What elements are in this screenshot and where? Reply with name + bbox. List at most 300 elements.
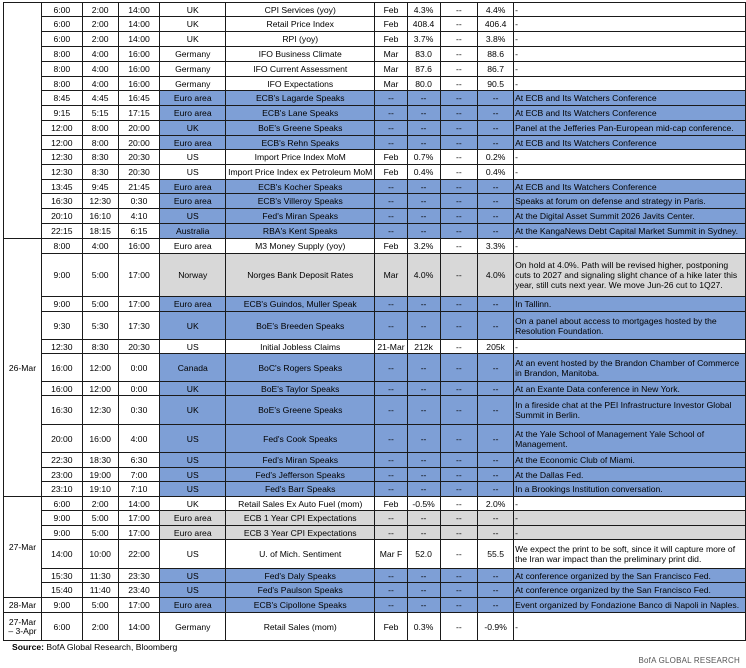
ny-time-cell: 5:00 [82, 511, 118, 526]
calendar-body [4, 3, 746, 641]
gmt-time-cell: 9:15 [41, 106, 82, 121]
period-cell: 21-Mar [375, 340, 407, 354]
sgp-time-cell: 0:00 [118, 382, 160, 396]
ny-time-cell: 12:30 [82, 194, 118, 209]
country-cell: US [160, 150, 226, 165]
ny-time-cell: 18:15 [82, 224, 118, 239]
gmt-time-cell: 6:00 [41, 32, 82, 47]
gmt-time-cell: 8:00 [41, 239, 82, 254]
bofa-forecast-cell: -- [407, 136, 440, 150]
period-cell: -- [375, 312, 407, 340]
gmt-time-cell: 9:00 [41, 297, 82, 312]
event-cell: Import Price Index ex Petroleum MoM [226, 165, 375, 180]
consensus-cell: -- [440, 47, 478, 62]
country-cell: Euro area [160, 511, 226, 526]
sgp-time-cell: 7:10 [118, 482, 160, 497]
previous-cell: -- [478, 526, 514, 540]
comment-cell: - [514, 47, 746, 62]
gmt-time-cell: 8:00 [41, 77, 82, 91]
table-row [4, 150, 746, 165]
ny-time-cell: 8:30 [82, 165, 118, 180]
gmt-time-cell: 6:00 [41, 497, 82, 511]
sgp-time-cell: 16:00 [118, 239, 160, 254]
country-cell: Euro area [160, 239, 226, 254]
sgp-time-cell: 0:30 [118, 396, 160, 425]
period-cell: Mar [375, 47, 407, 62]
country-cell: Euro area [160, 194, 226, 209]
bofa-forecast-cell: -- [407, 482, 440, 497]
sgp-time-cell: 14:00 [118, 613, 160, 641]
previous-cell: -- [478, 468, 514, 482]
previous-cell: -- [478, 598, 514, 613]
table-row [4, 382, 746, 396]
sgp-time-cell: 16:00 [118, 62, 160, 77]
ny-time-cell: 4:00 [82, 62, 118, 77]
table-row [4, 497, 746, 511]
ny-time-cell: 16:00 [82, 425, 118, 453]
consensus-cell: -- [440, 165, 478, 180]
consensus-cell: -- [440, 239, 478, 254]
event-cell: BoE's Greene Speaks [226, 121, 375, 136]
previous-cell: -- [478, 382, 514, 396]
bofa-forecast-cell: -- [407, 526, 440, 540]
comment-cell: - [514, 32, 746, 47]
consensus-cell: -- [440, 382, 478, 396]
country-cell: Euro area [160, 136, 226, 150]
table-row [4, 239, 746, 254]
sgp-time-cell: 14:00 [118, 497, 160, 511]
ny-time-cell: 5:00 [82, 526, 118, 540]
comment-cell: At ECB and Its Watchers Conference [514, 91, 746, 106]
ny-time-cell: 2:00 [82, 497, 118, 511]
country-cell: UK [160, 17, 226, 32]
country-cell: Euro area [160, 106, 226, 121]
previous-cell: 4.4% [478, 3, 514, 17]
consensus-cell: -- [440, 32, 478, 47]
previous-cell: -- [478, 180, 514, 194]
previous-cell: -- [478, 106, 514, 121]
comment-cell: At ECB and Its Watchers Conference [514, 106, 746, 121]
table-row [4, 254, 746, 297]
table-row [4, 91, 746, 106]
previous-cell: -- [478, 354, 514, 382]
ny-time-cell: 8:30 [82, 340, 118, 354]
bofa-forecast-cell: 87.6 [407, 62, 440, 77]
bofa-forecast-cell: -- [407, 598, 440, 613]
table-row [4, 482, 746, 497]
table-row [4, 340, 746, 354]
bofa-forecast-cell: -- [407, 106, 440, 121]
event-cell: Initial Jobless Claims [226, 340, 375, 354]
sgp-time-cell: 0:30 [118, 194, 160, 209]
sgp-time-cell: 16:00 [118, 77, 160, 91]
bofa-forecast-cell: -- [407, 180, 440, 194]
country-cell: Germany [160, 613, 226, 641]
table-row [4, 613, 746, 641]
event-cell: BoC's Rogers Speaks [226, 354, 375, 382]
event-cell: RBA's Kent Speaks [226, 224, 375, 239]
country-cell: UK [160, 32, 226, 47]
country-cell: US [160, 165, 226, 180]
consensus-cell: -- [440, 224, 478, 239]
comment-cell: - [514, 340, 746, 354]
ny-time-cell: 8:00 [82, 136, 118, 150]
event-cell: ECB's Cipollone Speaks [226, 598, 375, 613]
country-cell: UK [160, 3, 226, 17]
consensus-cell: -- [440, 497, 478, 511]
previous-cell: 90.5 [478, 77, 514, 91]
comment-cell: We expect the print to be soft, since it will capture more of the Iran war impact than the preliminary print did. [514, 540, 746, 569]
country-cell: UK [160, 382, 226, 396]
bofa-forecast-cell: -- [407, 569, 440, 583]
gmt-time-cell: 20:10 [41, 209, 82, 224]
country-cell: UK [160, 497, 226, 511]
sgp-time-cell: 17:30 [118, 312, 160, 340]
ny-time-cell: 2:00 [82, 3, 118, 17]
sgp-time-cell: 21:45 [118, 180, 160, 194]
table-row [4, 194, 746, 209]
event-cell: Fed's Daly Speaks [226, 569, 375, 583]
date-cell: 27-Mar [4, 497, 42, 598]
previous-cell: 205k [478, 340, 514, 354]
consensus-cell: -- [440, 121, 478, 136]
period-cell: Feb [375, 613, 407, 641]
ny-time-cell: 18:30 [82, 453, 118, 468]
table-row [4, 209, 746, 224]
previous-cell: 0.4% [478, 165, 514, 180]
gmt-time-cell: 15:40 [41, 583, 82, 598]
previous-cell: 88.6 [478, 47, 514, 62]
country-cell: UK [160, 396, 226, 425]
table-row [4, 121, 746, 136]
comment-cell: - [514, 511, 746, 526]
gmt-time-cell: 16:30 [41, 396, 82, 425]
previous-cell: 4.0% [478, 254, 514, 297]
table-row [4, 583, 746, 598]
period-cell: -- [375, 297, 407, 312]
comment-cell: At ECB and Its Watchers Conference [514, 136, 746, 150]
sgp-time-cell: 23:30 [118, 569, 160, 583]
consensus-cell: -- [440, 17, 478, 32]
country-cell: Euro area [160, 598, 226, 613]
gmt-time-cell: 9:00 [41, 526, 82, 540]
bofa-forecast-cell: -- [407, 354, 440, 382]
ny-time-cell: 4:00 [82, 77, 118, 91]
comment-cell: - [514, 62, 746, 77]
ny-time-cell: 9:45 [82, 180, 118, 194]
event-cell: ECB 1 Year CPI Expectations [226, 511, 375, 526]
period-cell: -- [375, 180, 407, 194]
event-cell: ECB's Rehn Speaks [226, 136, 375, 150]
event-cell: Fed's Miran Speaks [226, 209, 375, 224]
previous-cell: -- [478, 453, 514, 468]
gmt-time-cell: 22:30 [41, 453, 82, 468]
gmt-time-cell: 20:00 [41, 425, 82, 453]
bofa-forecast-cell: 0.7% [407, 150, 440, 165]
sgp-time-cell: 6:30 [118, 453, 160, 468]
ny-time-cell: 2:00 [82, 17, 118, 32]
country-cell: Germany [160, 62, 226, 77]
consensus-cell: -- [440, 77, 478, 91]
table-row [4, 17, 746, 32]
table-row [4, 540, 746, 569]
period-cell: Feb [375, 239, 407, 254]
sgp-time-cell: 23:40 [118, 583, 160, 598]
comment-cell: In a fireside chat at the PEI Infrastructure Investor Global Summit in Berlin. [514, 396, 746, 425]
brand-footer: BofA GLOBAL RESEARCH [638, 656, 740, 665]
bofa-forecast-cell: -- [407, 511, 440, 526]
consensus-cell: -- [440, 482, 478, 497]
comment-cell: At the Digital Asset Summit 2026 Javits Center. [514, 209, 746, 224]
bofa-forecast-cell: -- [407, 121, 440, 136]
comment-cell: At the Yale School of Management Yale School of Management. [514, 425, 746, 453]
event-cell: Fed's Jefferson Speaks [226, 468, 375, 482]
previous-cell: -- [478, 425, 514, 453]
country-cell: Canada [160, 354, 226, 382]
consensus-cell: -- [440, 340, 478, 354]
country-cell: UK [160, 312, 226, 340]
period-cell: -- [375, 121, 407, 136]
period-cell: -- [375, 482, 407, 497]
event-cell: Fed's Paulson Speaks [226, 583, 375, 598]
previous-cell: -- [478, 396, 514, 425]
table-row [4, 3, 746, 17]
ny-time-cell: 8:30 [82, 150, 118, 165]
consensus-cell: -- [440, 468, 478, 482]
event-cell: ECB's Lane Speaks [226, 106, 375, 121]
previous-cell: -- [478, 91, 514, 106]
event-cell: CPI Services (yoy) [226, 3, 375, 17]
period-cell: -- [375, 425, 407, 453]
period-cell: Feb [375, 165, 407, 180]
event-cell: Fed's Cook Speaks [226, 425, 375, 453]
period-cell: -- [375, 396, 407, 425]
ny-time-cell: 12:30 [82, 396, 118, 425]
gmt-time-cell: 9:00 [41, 511, 82, 526]
period-cell: -- [375, 598, 407, 613]
table-row [4, 297, 746, 312]
bofa-forecast-cell: 80.0 [407, 77, 440, 91]
bofa-forecast-cell: -- [407, 209, 440, 224]
sgp-time-cell: 17:00 [118, 598, 160, 613]
comment-cell: Event organized by Fondazione Banco di Napoli in Naples. [514, 598, 746, 613]
table-row [4, 511, 746, 526]
event-cell: BoE's Taylor Speaks [226, 382, 375, 396]
table-row [4, 526, 746, 540]
sgp-time-cell: 4:10 [118, 209, 160, 224]
sgp-time-cell: 20:30 [118, 150, 160, 165]
bofa-forecast-cell: 3.7% [407, 32, 440, 47]
date-cell: 27-Mar – 3-Apr [4, 613, 42, 641]
consensus-cell: -- [440, 312, 478, 340]
consensus-cell: -- [440, 569, 478, 583]
sgp-time-cell: 20:30 [118, 340, 160, 354]
consensus-cell: -- [440, 613, 478, 641]
bofa-forecast-cell: -- [407, 425, 440, 453]
consensus-cell: -- [440, 106, 478, 121]
previous-cell: 406.4 [478, 17, 514, 32]
ny-time-cell: 5:15 [82, 106, 118, 121]
event-cell: Retail Price Index [226, 17, 375, 32]
ny-time-cell: 2:00 [82, 613, 118, 641]
table-row [4, 312, 746, 340]
sgp-time-cell: 22:00 [118, 540, 160, 569]
comment-cell: On a panel about access to mortgages hosted by the Resolution Foundation. [514, 312, 746, 340]
previous-cell: -- [478, 511, 514, 526]
country-cell: Euro area [160, 297, 226, 312]
sgp-time-cell: 6:15 [118, 224, 160, 239]
bofa-forecast-cell: 408.4 [407, 17, 440, 32]
sgp-time-cell: 20:00 [118, 121, 160, 136]
gmt-time-cell: 12:30 [41, 150, 82, 165]
gmt-time-cell: 9:00 [41, 598, 82, 613]
bofa-forecast-cell: -- [407, 382, 440, 396]
gmt-time-cell: 16:00 [41, 354, 82, 382]
country-cell: US [160, 482, 226, 497]
previous-cell: 0.2% [478, 150, 514, 165]
comment-cell: - [514, 3, 746, 17]
date-cell: 26-Mar [4, 239, 42, 497]
sgp-time-cell: 17:00 [118, 511, 160, 526]
previous-cell: 86.7 [478, 62, 514, 77]
previous-cell: -0.9% [478, 613, 514, 641]
ny-time-cell: 8:00 [82, 121, 118, 136]
period-cell: Mar F [375, 540, 407, 569]
period-cell: -- [375, 136, 407, 150]
country-cell: US [160, 540, 226, 569]
table-row [4, 62, 746, 77]
event-cell: Import Price Index MoM [226, 150, 375, 165]
comment-cell: - [514, 17, 746, 32]
country-cell: US [160, 425, 226, 453]
previous-cell: 2.0% [478, 497, 514, 511]
period-cell: Mar [375, 62, 407, 77]
event-cell: Retail Sales Ex Auto Fuel (mom) [226, 497, 375, 511]
period-cell: Mar [375, 77, 407, 91]
ny-time-cell: 19:00 [82, 468, 118, 482]
consensus-cell: -- [440, 180, 478, 194]
date-cell [4, 3, 42, 239]
gmt-time-cell: 22:15 [41, 224, 82, 239]
ny-time-cell: 19:10 [82, 482, 118, 497]
sgp-time-cell: 17:00 [118, 526, 160, 540]
event-cell: IFO Business Climate [226, 47, 375, 62]
previous-cell: -- [478, 312, 514, 340]
bofa-forecast-cell: 52.0 [407, 540, 440, 569]
table-row [4, 180, 746, 194]
period-cell: -- [375, 468, 407, 482]
period-cell: -- [375, 354, 407, 382]
consensus-cell: -- [440, 297, 478, 312]
event-cell: ECB's Villeroy Speaks [226, 194, 375, 209]
bofa-forecast-cell: 4.3% [407, 3, 440, 17]
event-cell: IFO Current Assessment [226, 62, 375, 77]
previous-cell: 55.5 [478, 540, 514, 569]
period-cell: Mar [375, 254, 407, 297]
gmt-time-cell: 12:00 [41, 121, 82, 136]
table-row [4, 569, 746, 583]
ny-time-cell: 5:00 [82, 297, 118, 312]
gmt-time-cell: 6:00 [41, 3, 82, 17]
country-cell: US [160, 453, 226, 468]
consensus-cell: -- [440, 526, 478, 540]
event-cell: BoE's Breeden Speaks [226, 312, 375, 340]
gmt-time-cell: 12:30 [41, 165, 82, 180]
gmt-time-cell: 16:30 [41, 194, 82, 209]
consensus-cell: -- [440, 91, 478, 106]
event-cell: ECB 3 Year CPI Expectations [226, 526, 375, 540]
bofa-forecast-cell: -- [407, 91, 440, 106]
ny-time-cell: 11:30 [82, 569, 118, 583]
bofa-forecast-cell: -- [407, 396, 440, 425]
previous-cell: 3.8% [478, 32, 514, 47]
bofa-forecast-cell: 83.0 [407, 47, 440, 62]
previous-cell: -- [478, 194, 514, 209]
consensus-cell: -- [440, 3, 478, 17]
consensus-cell: -- [440, 396, 478, 425]
comment-cell: - [514, 165, 746, 180]
previous-cell: 3.3% [478, 239, 514, 254]
ny-time-cell: 5:00 [82, 598, 118, 613]
bofa-forecast-cell: -- [407, 453, 440, 468]
consensus-cell: -- [440, 136, 478, 150]
consensus-cell: -- [440, 583, 478, 598]
period-cell: -- [375, 382, 407, 396]
country-cell: Norway [160, 254, 226, 297]
event-cell: Fed's Miran Speaks [226, 453, 375, 468]
comment-cell: - [514, 77, 746, 91]
gmt-time-cell: 14:00 [41, 540, 82, 569]
bofa-forecast-cell: -- [407, 312, 440, 340]
comment-cell: - [514, 526, 746, 540]
comment-cell: Speaks at forum on defense and strategy in Paris. [514, 194, 746, 209]
country-cell: US [160, 209, 226, 224]
sgp-time-cell: 20:30 [118, 165, 160, 180]
bofa-forecast-cell: 3.2% [407, 239, 440, 254]
country-cell: US [160, 583, 226, 598]
event-cell: Norges Bank Deposit Rates [226, 254, 375, 297]
gmt-time-cell: 15:30 [41, 569, 82, 583]
comment-cell: At an Exante Data conference in New York. [514, 382, 746, 396]
gmt-time-cell: 9:00 [41, 254, 82, 297]
table-row [4, 224, 746, 239]
comment-cell: At the KangaNews Debt Capital Market Summit in Sydney. [514, 224, 746, 239]
economic-calendar-table [3, 2, 746, 641]
gmt-time-cell: 8:00 [41, 47, 82, 62]
gmt-time-cell: 6:00 [41, 613, 82, 641]
sgp-time-cell: 14:00 [118, 3, 160, 17]
consensus-cell: -- [440, 62, 478, 77]
consensus-cell: -- [440, 150, 478, 165]
comment-cell: At the Dallas Fed. [514, 468, 746, 482]
event-cell: BoE's Greene Speaks [226, 396, 375, 425]
ny-time-cell: 10:00 [82, 540, 118, 569]
table-row [4, 396, 746, 425]
table-row [4, 106, 746, 121]
bofa-forecast-cell: -- [407, 583, 440, 598]
gmt-time-cell: 13:45 [41, 180, 82, 194]
bofa-forecast-cell: -- [407, 468, 440, 482]
country-cell: US [160, 569, 226, 583]
sgp-time-cell: 17:00 [118, 297, 160, 312]
source-label: Source: [12, 642, 44, 652]
comment-cell: At conference organized by the San Francisco Fed. [514, 583, 746, 598]
bofa-forecast-cell: -0.5% [407, 497, 440, 511]
period-cell: -- [375, 569, 407, 583]
gmt-time-cell: 8:00 [41, 62, 82, 77]
comment-cell: - [514, 613, 746, 641]
period-cell: -- [375, 583, 407, 598]
